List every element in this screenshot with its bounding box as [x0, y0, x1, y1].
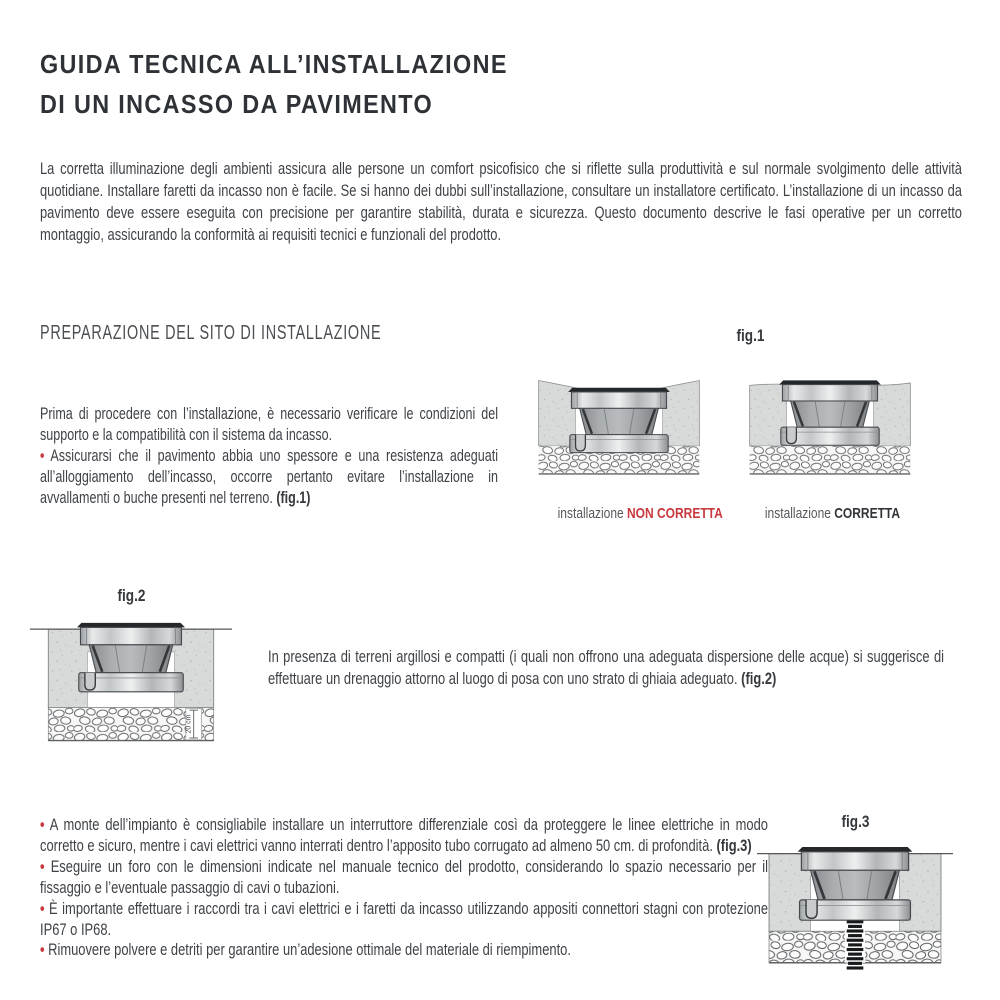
fig3-reference: (fig.3)	[716, 835, 752, 855]
section-heading: PREPARAZIONE DEL SITO DI INSTALLAZIONE	[40, 322, 382, 344]
bullet-marker: •	[40, 815, 45, 834]
recessed-light-fixture	[568, 388, 670, 453]
intro-text: La corretta illuminazione degli ambienti assicura alle persone un comfort psicofisico che si riflette sulla produttività e sul normale svolgimento delle attività quotidiane. Installare faretti da incasso non è facile. Se si hanno dei dubbi sull’installazione, consultare un installatore certificato. L’installazione di un incasso da pavimento deve essere eseguita con precisione per garantire stabilità, durata e sicurezza. Questo documento descrive le fasi operative per un corretto montaggio, assicurando la conformità ai requisiti tecnici e funzionali del prodotto.	[40, 159, 962, 244]
preparation-text	[40, 404, 498, 509]
drainage-text	[268, 646, 944, 689]
page-title	[40, 44, 740, 124]
note-drilling: Eseguire un foro con le dimensioni indicate nel manuale tecnico del prodotto, considerando lo spazio necessario per il fissaggio e l’eventuale passaggio di cavi o tubazioni.	[40, 856, 768, 897]
note-differential-switch: A monte dell’impianto è consigliabile installare un interruttore differenziale così da proteggere le linee elettriche in modo corretto e sicuro, mentre i cavi elettrici vanno interrati dentro l’apposito tubo corrugato ad almeno 50 cm. di profondità.	[40, 815, 768, 855]
fig3-illustration	[757, 837, 953, 978]
fig1-left-figure	[537, 369, 723, 523]
dimension-text: 20 cm	[185, 714, 193, 734]
recessed-light-fixture	[77, 623, 185, 692]
caption-prefix: installazione	[557, 505, 628, 523]
caption-status-wrong: NON CORRETTA	[627, 505, 723, 523]
fig3-figure	[757, 812, 953, 983]
section-heading-wrap	[40, 322, 640, 345]
bullet-marker: •	[40, 940, 45, 960]
recessed-light-fixture	[779, 380, 881, 445]
intro-paragraph	[40, 158, 962, 246]
recessed-light-fixture	[798, 847, 913, 920]
fig2-label: fig.2	[117, 586, 145, 605]
title-line-2: DI UN INCASSO DA PAVIMENTO	[40, 89, 434, 119]
fig1-left-illustration	[537, 369, 701, 496]
fig3-label-wrap	[757, 812, 953, 832]
installation-notes	[40, 815, 768, 961]
fig1-right-figure	[748, 369, 912, 522]
fig1-label-wrap	[700, 326, 800, 346]
fig2-reference: (fig.2)	[741, 668, 777, 688]
bullet-marker: •	[40, 856, 45, 876]
note-connectors: È importante effettuare i raccordi tra i cavi elettrici e i faretti da incasso utilizzando appositi connettori stagni con protezione IP67 o IP68.	[40, 898, 769, 939]
note-cleaning: Rimuovere polvere e detriti per garantire un’adesione ottimale del materiale di riempimento.	[48, 940, 571, 960]
fig2-illustration	[30, 610, 232, 755]
caption-prefix: installazione	[764, 505, 835, 523]
preparation-paragraph: Prima di procedere con l’installazione, è necessario verificare le condizioni del supporto e la compatibilità con il sistema da incasso.	[40, 405, 498, 444]
gravel-layer	[750, 446, 911, 473]
bullet-marker: •	[40, 898, 45, 918]
fig2-figure	[30, 586, 232, 760]
preparation-bullet: Assicurarsi che il pavimento abbia uno spessore e una resistenza adeguati all’alloggiamento dell’incasso, occorre pertanto evitare l’installazione in avvallamenti o buche presenti nel terreno.	[40, 447, 498, 507]
fig1-label: fig.1	[736, 326, 764, 345]
bullet-marker: •	[40, 447, 45, 465]
fig1-reference: (fig.1)	[276, 489, 311, 507]
fig1-right-caption	[748, 505, 912, 522]
caption-status-correct: CORRETTA	[834, 505, 901, 523]
fig1-left-caption	[537, 505, 723, 523]
fig2-label-wrap	[30, 586, 232, 606]
fig3-label: fig.3	[841, 812, 869, 831]
fig1-right-illustration	[748, 369, 912, 496]
title-line-1: GUIDA TECNICA ALL’INSTALLAZIONE	[40, 49, 508, 79]
drainage-paragraph: In presenza di terreni argillosi e compatti (i quali non offrono una adeguata dispersione delle acque) si suggerisce di effettuare un drenaggio attorno al luogo di posa con uno strato di ghiaia adeguato.	[268, 647, 944, 688]
corrugated-tube	[847, 920, 864, 969]
